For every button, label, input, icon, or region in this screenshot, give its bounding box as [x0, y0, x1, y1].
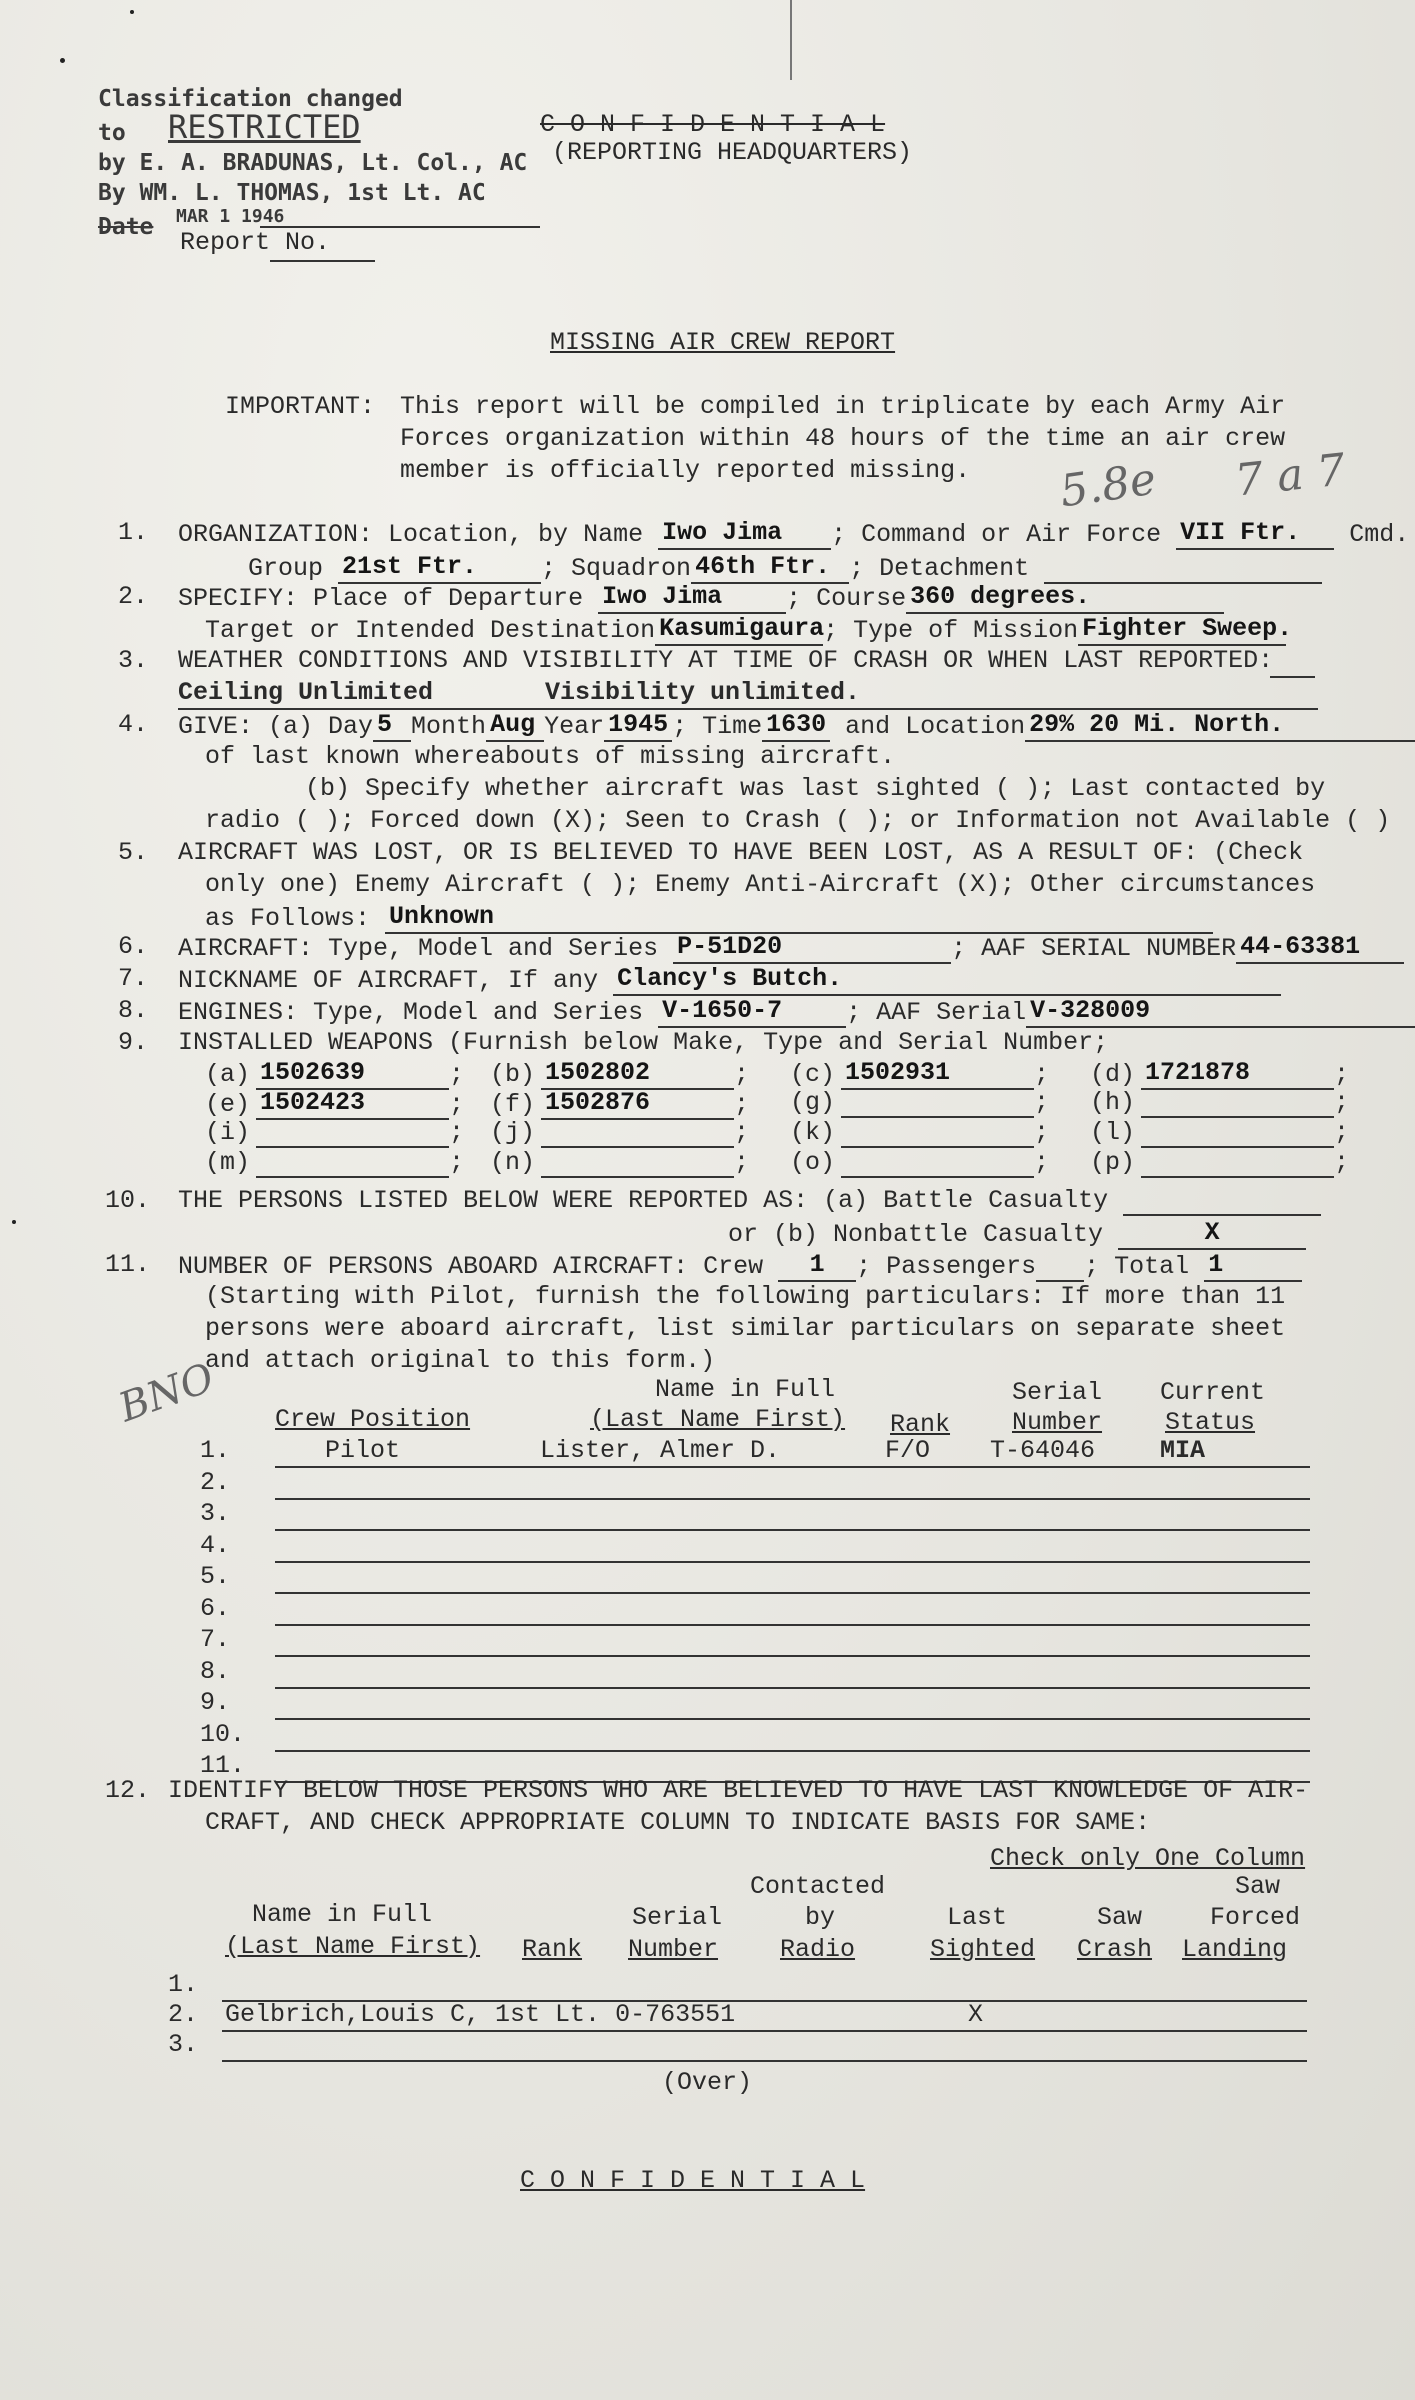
classification-date: MAR 1 1946 [176, 206, 285, 227]
weapons-label: INSTALLED WEAPONS (Furnish below Make, Type and Serial Number; [178, 1028, 1109, 1057]
persons-aboard-line: NUMBER OF PERSONS ABOARD AIRCRAFT: Crew 1 ; Passengers ; Total 1 [178, 1250, 1302, 1282]
visibility-value[interactable]: Visibility unlimited. [545, 678, 861, 707]
section-8-number: 8. [118, 996, 149, 1025]
weapon-key: (k) [790, 1118, 836, 1147]
col12-crash-1: Saw [1097, 1903, 1143, 1932]
crew-position-cell[interactable]: Pilot [325, 1436, 401, 1465]
location-field[interactable]: Iwo Jima [658, 518, 831, 550]
section-6-number: 6. [118, 932, 149, 961]
month-field[interactable]: Aug [486, 710, 544, 742]
weapon-entry [490, 1148, 749, 1178]
whereabouts-text: of last known whereabouts of missing aircraft. [205, 742, 896, 771]
crew-row-number: 6. [200, 1594, 231, 1623]
weapon-separator: ; [449, 1118, 465, 1147]
page-title: MISSING AIR CREW REPORT [550, 328, 896, 357]
col12-crash-2: Crash [1077, 1935, 1153, 1964]
weapon-key: (a) [205, 1060, 251, 1089]
weapon-serial-field[interactable] [841, 1120, 1034, 1148]
departure-line: SPECIFY: Place of Departure Iwo Jima ; Course 360 degrees. [178, 582, 1224, 614]
crew-row-line [275, 1466, 1310, 1468]
col12-last-1: Last [947, 1903, 1008, 1932]
as-follows-line: as Follows: Unknown [205, 902, 1213, 934]
crew-row-number: 2. [200, 1468, 231, 1497]
weapon-serial-field[interactable]: 1502876 [541, 1088, 734, 1120]
weapon-serial-field[interactable] [541, 1120, 734, 1148]
crew-row-line [275, 1687, 1310, 1689]
engine-serial-field[interactable]: V-328009 [1026, 996, 1415, 1028]
weapon-entry [490, 1088, 749, 1120]
scan-speck [60, 58, 65, 63]
reporting-headquarters: (REPORTING HEADQUARTERS) [552, 138, 913, 167]
casualty-line-a: THE PERSONS LISTED BELOW WERE REPORTED AS: (a) Battle Casualty [178, 1186, 1321, 1216]
aircraft-line: AIRCRAFT: Type, Model and Series P-51D20 ; AAF SERIAL NUMBER 44-63381 [178, 932, 1404, 964]
crew-row-number: 5. [200, 1562, 231, 1591]
section-3-number: 3. [118, 646, 149, 675]
weapon-entry [490, 1118, 749, 1148]
weapon-key: (m) [205, 1148, 251, 1177]
section-10-number: 10. [105, 1186, 151, 1215]
weapon-separator: ; [1334, 1060, 1350, 1089]
weapon-serial-field[interactable]: 1502423 [256, 1088, 449, 1120]
scan-speck [130, 10, 134, 14]
lost-result-text: AIRCRAFT WAS LOST, OR IS BELIEVED TO HAVE BEEN LOST, AS A RESULT OF: (Check [178, 838, 1304, 867]
weapon-separator: ; [1034, 1060, 1050, 1089]
crew-row-number: 11. [200, 1751, 246, 1780]
crew-row-line [275, 1718, 1310, 1720]
weapon-entry [790, 1088, 1049, 1118]
engine-model-field[interactable]: V-1650-7 [658, 996, 846, 1028]
section-1-number: 1. [118, 518, 149, 547]
crew-row-number: 1. [200, 1436, 231, 1465]
aircraft-serial-field[interactable]: 44-63381 [1236, 932, 1404, 964]
section-11-number: 11. [105, 1250, 151, 1279]
col12-forced-3: Landing [1182, 1935, 1288, 1964]
weapon-entry [205, 1058, 464, 1090]
col-serial-bottom: Number [1012, 1408, 1103, 1437]
location-description-field[interactable]: 29% 20 Mi. North. [1025, 710, 1415, 742]
section-5-number: 5. [118, 838, 149, 867]
weapon-serial-field[interactable] [1141, 1120, 1334, 1148]
course-field[interactable]: 360 degrees. [906, 582, 1224, 614]
confidential-bottom: C O N F I D E N T I A L [520, 2166, 866, 2195]
confidential-top: C O N F I D E N T I A L [540, 110, 886, 139]
witness-entry[interactable]: Gelbrich,Louis C, 1st Lt. 0-763551 [225, 2000, 736, 2029]
crew-row-line [275, 1624, 1310, 1626]
command-field[interactable]: VII Ftr. [1176, 518, 1334, 550]
engines-line: ENGINES: Type, Model and Series V-1650-7 ; AAF Serial V-328009 [178, 996, 1415, 1028]
col12-contacted-1: Contacted [750, 1872, 886, 1901]
weapon-separator: ; [449, 1060, 465, 1089]
weapon-entry [205, 1118, 464, 1148]
weapon-entry [1090, 1118, 1349, 1148]
weapon-serial-field[interactable] [841, 1090, 1034, 1118]
weapon-serial-field[interactable]: 1502639 [256, 1058, 449, 1090]
weapon-separator: ; [449, 1148, 465, 1177]
target-line: Target or Intended Destination Kasumigaura; Type of Mission Fighter Sweep. [205, 614, 1293, 645]
weapon-separator: ; [1034, 1088, 1050, 1117]
weapon-key: (h) [1090, 1088, 1136, 1117]
give-line: GIVE: (a) Day 5 Month Aug Year 1945 ; Time 1630 and Location 29% 20 Mi. North. [178, 710, 1415, 742]
col12-serial-top: Serial [632, 1903, 723, 1932]
weapon-entry [205, 1148, 464, 1178]
passengers-field[interactable] [1036, 1254, 1084, 1282]
aircraft-model-field[interactable]: P-51D20 [673, 932, 951, 964]
weapon-serial-field[interactable] [1141, 1090, 1334, 1118]
weapon-entry [1090, 1088, 1349, 1118]
time-field[interactable]: 1630 [762, 710, 830, 742]
weapon-key: (f) [490, 1090, 536, 1119]
weapon-entry [1090, 1148, 1349, 1178]
witness-row-number: 1. [168, 1970, 199, 1999]
classification-by-2: By WM. L. THOMAS, 1st Lt. AC [98, 180, 486, 206]
weapon-serial-field[interactable]: 1721878 [1141, 1058, 1334, 1090]
col12-forced-2: Forced [1210, 1903, 1301, 1932]
crew-row-line [275, 1561, 1310, 1563]
crew-field[interactable]: 1 [778, 1250, 856, 1282]
weather-label: WEATHER CONDITIONS AND VISIBILITY AT TIME OF CRASH OR WHEN LAST REPORTED: [178, 646, 1274, 675]
scan-crease [790, 0, 792, 80]
scan-speck [12, 1220, 16, 1224]
important-line-1: This report will be compiled in triplicate by each Army Air [400, 392, 1286, 421]
weapon-separator: ; [734, 1148, 750, 1177]
departure-field[interactable]: Iwo Jima [598, 582, 786, 614]
classification-restricted: RESTRICTED [168, 108, 361, 146]
weapon-serial-field[interactable] [541, 1150, 734, 1178]
col12-contacted-2: by [805, 1903, 836, 1932]
crew-row-number: 4. [200, 1531, 231, 1560]
report-no-field [270, 260, 375, 262]
weapon-serial-field[interactable] [256, 1150, 449, 1178]
handwritten-note-1: 5.8e [1056, 453, 1160, 518]
section-4-number: 4. [118, 710, 149, 739]
crew-name-cell[interactable]: Lister, Almer D. [540, 1436, 781, 1465]
casualty-line-b: or (b) Nonbattle Casualty X [728, 1218, 1306, 1250]
weapon-separator: ; [734, 1118, 750, 1147]
weapon-separator: ; [1334, 1088, 1350, 1117]
important-line-2: Forces organization within 48 hours of the time an air crew [400, 424, 1286, 453]
section-9-number: 9. [118, 1028, 149, 1057]
day-field[interactable]: 5 [373, 710, 411, 742]
col12-last-2: Sighted [930, 1935, 1036, 1964]
mission-field[interactable]: Fighter Sweep. [1078, 614, 1286, 646]
ceiling-value[interactable]: Ceiling Unlimited [178, 678, 434, 707]
battle-casualty-field[interactable] [1123, 1188, 1321, 1216]
weapon-entry [790, 1058, 1049, 1090]
col-name-top: Name in Full [655, 1375, 836, 1404]
group-field[interactable]: 21st Ftr. [338, 552, 541, 584]
weapon-key: (j) [490, 1118, 536, 1147]
weapon-separator: ; [1034, 1118, 1050, 1147]
weapon-serial-field[interactable] [841, 1150, 1034, 1178]
check-only-one-text: only one) Enemy Aircraft ( ); Enemy Anti-Aircraft (X); Other circumstances [205, 870, 1316, 899]
weapon-key: (p) [1090, 1148, 1136, 1177]
weapon-key: (i) [205, 1118, 251, 1147]
total-field[interactable]: 1 [1204, 1250, 1302, 1282]
nickname-field[interactable]: Clancy's Butch. [613, 964, 1281, 996]
col12-name-top: Name in Full [252, 1900, 433, 1929]
classification-to-label: to [98, 120, 126, 146]
crew-row-line [275, 1529, 1310, 1531]
crew-row-number: 9. [200, 1688, 231, 1717]
crew-row-line [275, 1655, 1310, 1657]
crew-row-number: 8. [200, 1657, 231, 1686]
weapon-key: (e) [205, 1090, 251, 1119]
radio-forced-text: radio ( ); Forced down (X); Seen to Crash ( ); or Information not Available ( ) [205, 806, 1391, 835]
weapon-serial-field[interactable]: 1502931 [841, 1058, 1034, 1090]
crew-row-line [275, 1592, 1310, 1594]
target-field[interactable]: Kasumigaura [655, 614, 823, 646]
crew-row-number: 3. [200, 1499, 231, 1528]
attach-original-text: and attach original to this form.) [205, 1346, 716, 1375]
classification-by-1: by E. A. BRADUNAS, Lt. Col., AC [98, 150, 528, 176]
detachment-field[interactable] [1044, 556, 1322, 584]
crew-rank-cell[interactable]: F/O [885, 1436, 931, 1465]
nonbattle-casualty-field[interactable]: X [1118, 1218, 1306, 1250]
col-rank: Rank [890, 1410, 951, 1439]
col12-serial-bottom: Number [628, 1935, 719, 1964]
classification-date-label: Date [98, 214, 154, 240]
handwritten-margin-note: BNO [113, 1354, 221, 1432]
persons-aboard-text: persons were aboard aircraft, list similar particulars on separate sheet [205, 1314, 1286, 1343]
crew-serial-cell[interactable]: T-64046 [990, 1436, 1096, 1465]
crew-status-cell[interactable]: MIA [1160, 1436, 1206, 1465]
witness-row-line [222, 2030, 1307, 2032]
over-label: (Over) [662, 2068, 753, 2097]
col12-contacted-3: Radio [780, 1935, 856, 1964]
important-line-3: member is officially reported missing. [400, 456, 971, 485]
col-serial-top: Serial [1012, 1378, 1103, 1407]
starting-pilot-text: (Starting with Pilot, furnish the following particulars: If more than 11 [205, 1282, 1286, 1311]
classification-changed: Classification changed [98, 86, 403, 112]
group-line: Group 21st Ftr. ; Squadron 46th Ftr. ; Detachment [248, 552, 1322, 584]
last-sighted-mark[interactable]: X [968, 2000, 984, 2029]
weapon-key: (n) [490, 1148, 536, 1177]
weapon-key: (g) [790, 1088, 836, 1117]
section-1-label: ORGANIZATION: Location, by Name Iwo Jima ; Command or Air Force VII Ftr. Cmd. [178, 518, 1410, 549]
weapon-serial-field[interactable] [1141, 1150, 1334, 1178]
report-no-label: Report No. [180, 228, 331, 257]
crew-row-line [275, 1750, 1310, 1752]
weapon-serial-field[interactable] [256, 1120, 449, 1148]
handwritten-note-2: 7 a 7 [1232, 444, 1348, 507]
weather-line-end [1270, 676, 1315, 678]
col-status-bottom: Status [1165, 1408, 1256, 1437]
other-circumstances-field[interactable]: Unknown [385, 902, 1213, 934]
nickname-line: NICKNAME OF AIRCRAFT, If any Clancy's Butch. [178, 964, 1281, 996]
weapon-entry [790, 1148, 1049, 1178]
important-label: IMPORTANT: [225, 392, 376, 421]
weapon-separator: ; [1334, 1148, 1350, 1177]
section-12-number: 12. [105, 1776, 151, 1805]
weapon-separator: ; [449, 1090, 465, 1119]
squadron-field[interactable]: 46th Ftr. [691, 552, 849, 584]
weapon-separator: ; [734, 1090, 750, 1119]
check-one-column: Check only One Column [990, 1844, 1306, 1873]
col12-forced-1: Saw [1235, 1872, 1281, 1901]
weapon-separator: ; [1034, 1148, 1050, 1177]
identify-text: IDENTIFY BELOW THOSE PERSONS WHO ARE BELIEVED TO HAVE LAST KNOWLEDGE OF AIR- [168, 1776, 1309, 1805]
specify-sighted-text: (b) Specify whether aircraft was last sighted ( ); Last contacted by [305, 774, 1326, 803]
witness-row-line [222, 2060, 1307, 2062]
col-crew-position: Crew Position [275, 1405, 471, 1434]
identify-text-2: CRAFT, AND CHECK APPROPRIATE COLUMN TO INDICATE BASIS FOR SAME: [205, 1808, 1151, 1837]
weapon-entry [1090, 1058, 1349, 1090]
weapon-key: (b) [490, 1060, 536, 1089]
weapon-key: (c) [790, 1060, 836, 1089]
weapon-separator: ; [734, 1060, 750, 1089]
weapon-key: (o) [790, 1148, 836, 1177]
weapon-key: (l) [1090, 1118, 1136, 1147]
weapon-entry [205, 1088, 464, 1120]
col-name-bottom: (Last Name First) [590, 1405, 846, 1434]
col-status-top: Current [1160, 1378, 1266, 1407]
weapon-serial-field[interactable]: 1502802 [541, 1058, 734, 1090]
crew-row-line [275, 1498, 1310, 1500]
crew-row-number: 10. [200, 1720, 246, 1749]
witness-row-number: 3. [168, 2030, 199, 2059]
witness-row-number: 2. [168, 2000, 199, 2029]
weapon-entry [790, 1118, 1049, 1148]
crew-row-number: 7. [200, 1625, 231, 1654]
col12-rank: Rank [522, 1935, 583, 1964]
weapon-key: (d) [1090, 1060, 1136, 1089]
year-field[interactable]: 1945 [604, 710, 672, 742]
weapon-entry [490, 1058, 749, 1090]
section-2-number: 2. [118, 582, 149, 611]
weapon-separator: ; [1334, 1118, 1350, 1147]
col12-name-bottom: (Last Name First) [225, 1932, 481, 1961]
section-7-number: 7. [118, 964, 149, 993]
